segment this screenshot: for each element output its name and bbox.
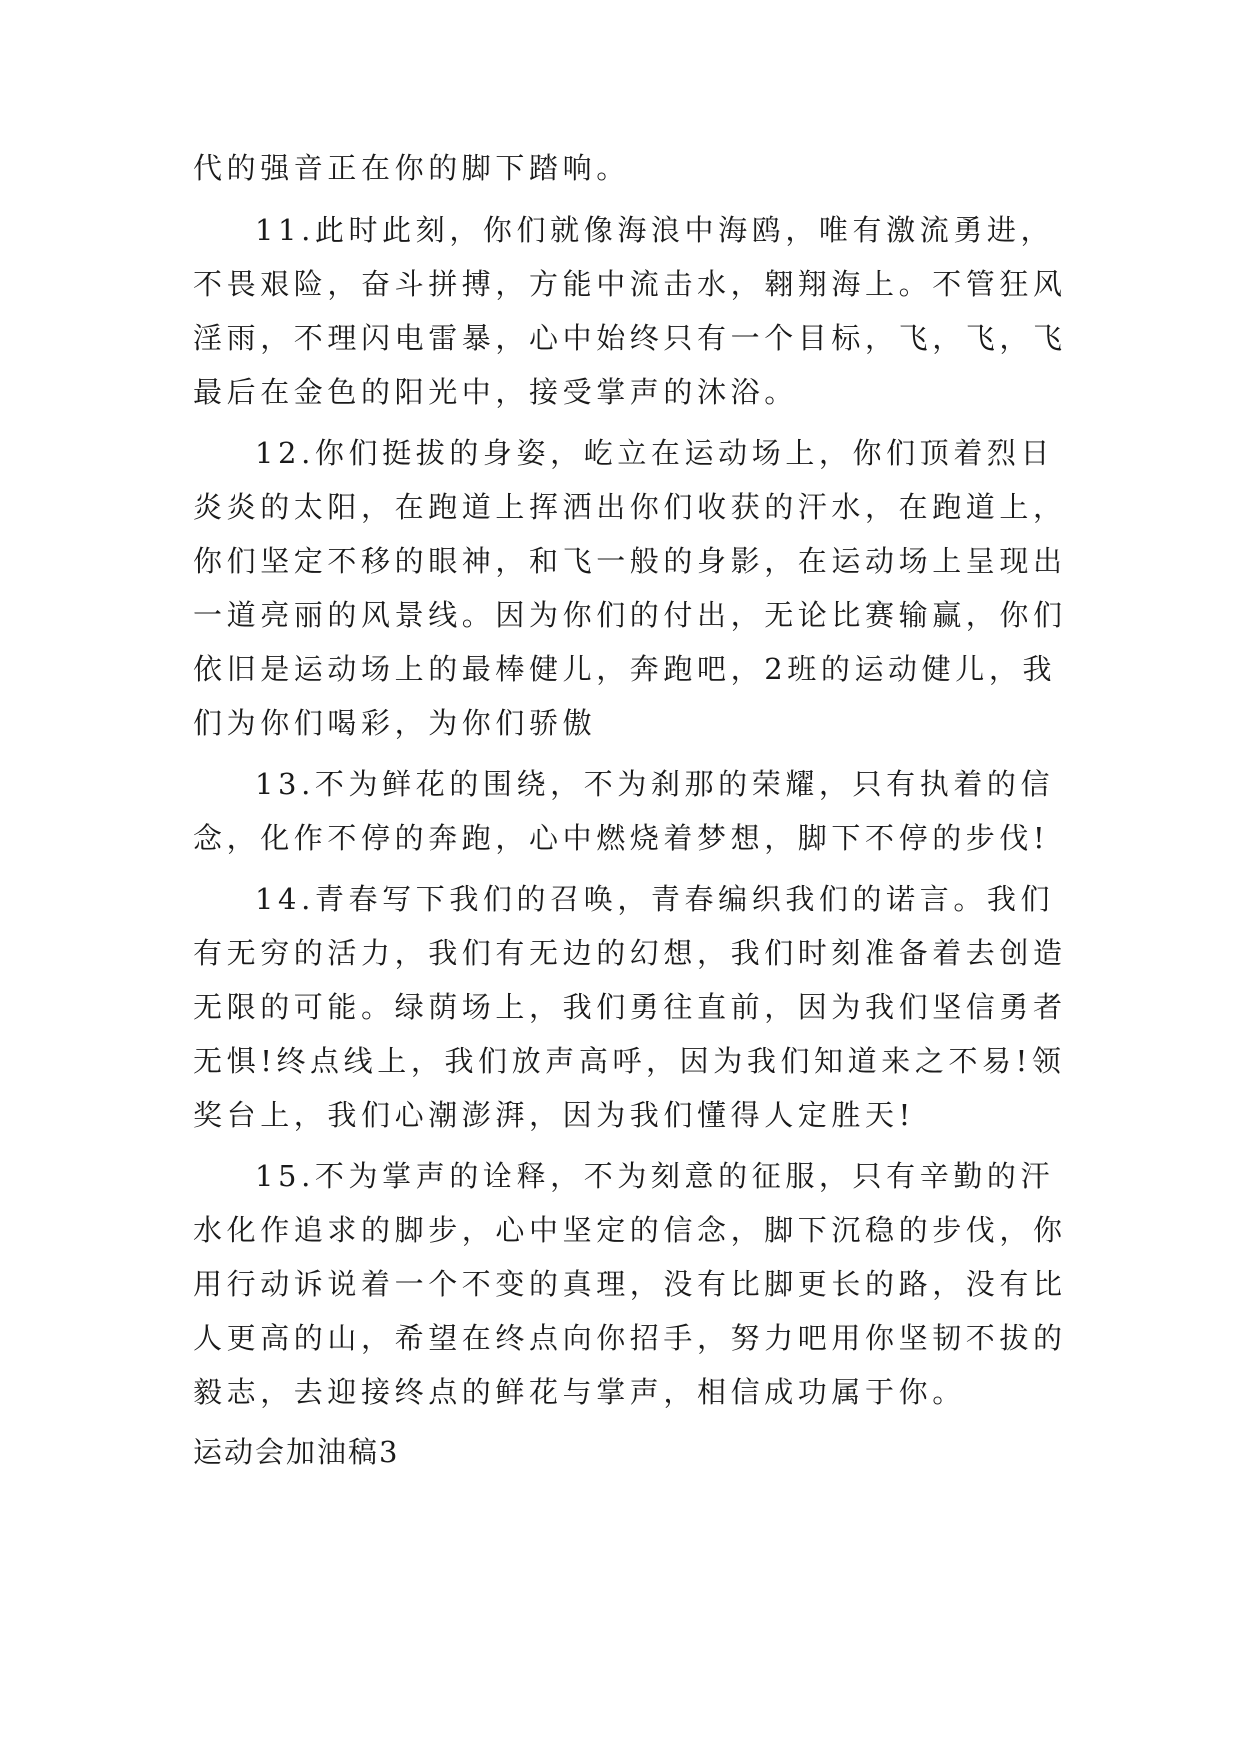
text-line: 炎炎的太阳，在跑道上挥洒出你们收获的汗水，在跑道上， [193, 490, 1067, 524]
text-line: 代的强音正在你的脚下踏响。 [193, 151, 630, 185]
text-line: 淫雨，不理闪电雷暴，心中始终只有一个目标，飞，飞，飞 [193, 321, 1067, 355]
text-line: 你们坚定不移的眼神，和飞一般的身影，在运动场上呈现出 [193, 544, 1067, 578]
text-line: 最后在金色的阳光中，接受掌声的沐浴。 [193, 375, 798, 409]
text-line: 一道亮丽的风景线。因为你们的付出，无论比赛输赢，你们 [193, 598, 1067, 632]
paragraph-11-start: 11.此时此刻，你们就像海浪中海鸥，唯有激流勇进， [255, 213, 1055, 247]
text-line: 念，化作不停的奔跑，心中燃烧着梦想，脚下不停的步伐! [193, 821, 1050, 855]
text-line: 奖台上，我们心潮澎湃，因为我们懂得人定胜天! [193, 1098, 915, 1132]
text-line: 用行动诉说着一个不变的真理，没有比脚更长的路，没有比 [193, 1267, 1067, 1301]
text-line: 无惧!终点线上，我们放声高呼，因为我们知道来之不易!领 [193, 1044, 1066, 1078]
text-line: 无限的可能。绿荫场上，我们勇往直前，因为我们坚信勇者 [193, 990, 1067, 1024]
text-line: 不畏艰险，奋斗拼搏，方能中流击水，翱翔海上。不管狂风 [193, 267, 1067, 301]
paragraph-14-start: 14.青春写下我们的召唤，青春编织我们的诺言。我们 [255, 882, 1055, 916]
text-line: 人更高的山，希望在终点向你招手，努力吧用你坚韧不拔的 [193, 1321, 1067, 1355]
section-heading: 运动会加油稿3 [193, 1435, 400, 1469]
paragraph-12-start: 12.你们挺拔的身姿，屹立在运动场上，你们顶着烈日 [255, 436, 1055, 470]
text-line: 有无穷的活力，我们有无边的幻想，我们时刻准备着去创造 [193, 936, 1067, 970]
text-line: 们为你们喝彩，为你们骄傲 [193, 706, 597, 740]
text-line: 毅志，去迎接终点的鲜花与掌声，相信成功属于你。 [193, 1375, 966, 1409]
text-line: 依旧是运动场上的最棒健儿，奔跑吧，2班的运动健儿，我 [193, 652, 1057, 686]
paragraph-13-start: 13.不为鲜花的围绕，不为刹那的荣耀，只有执着的信 [255, 767, 1055, 801]
text-line: 水化作追求的脚步，心中坚定的信念，脚下沉稳的步伐，你 [193, 1213, 1067, 1247]
paragraph-15-start: 15.不为掌声的诠释，不为刻意的征服，只有辛勤的汗 [255, 1159, 1055, 1193]
